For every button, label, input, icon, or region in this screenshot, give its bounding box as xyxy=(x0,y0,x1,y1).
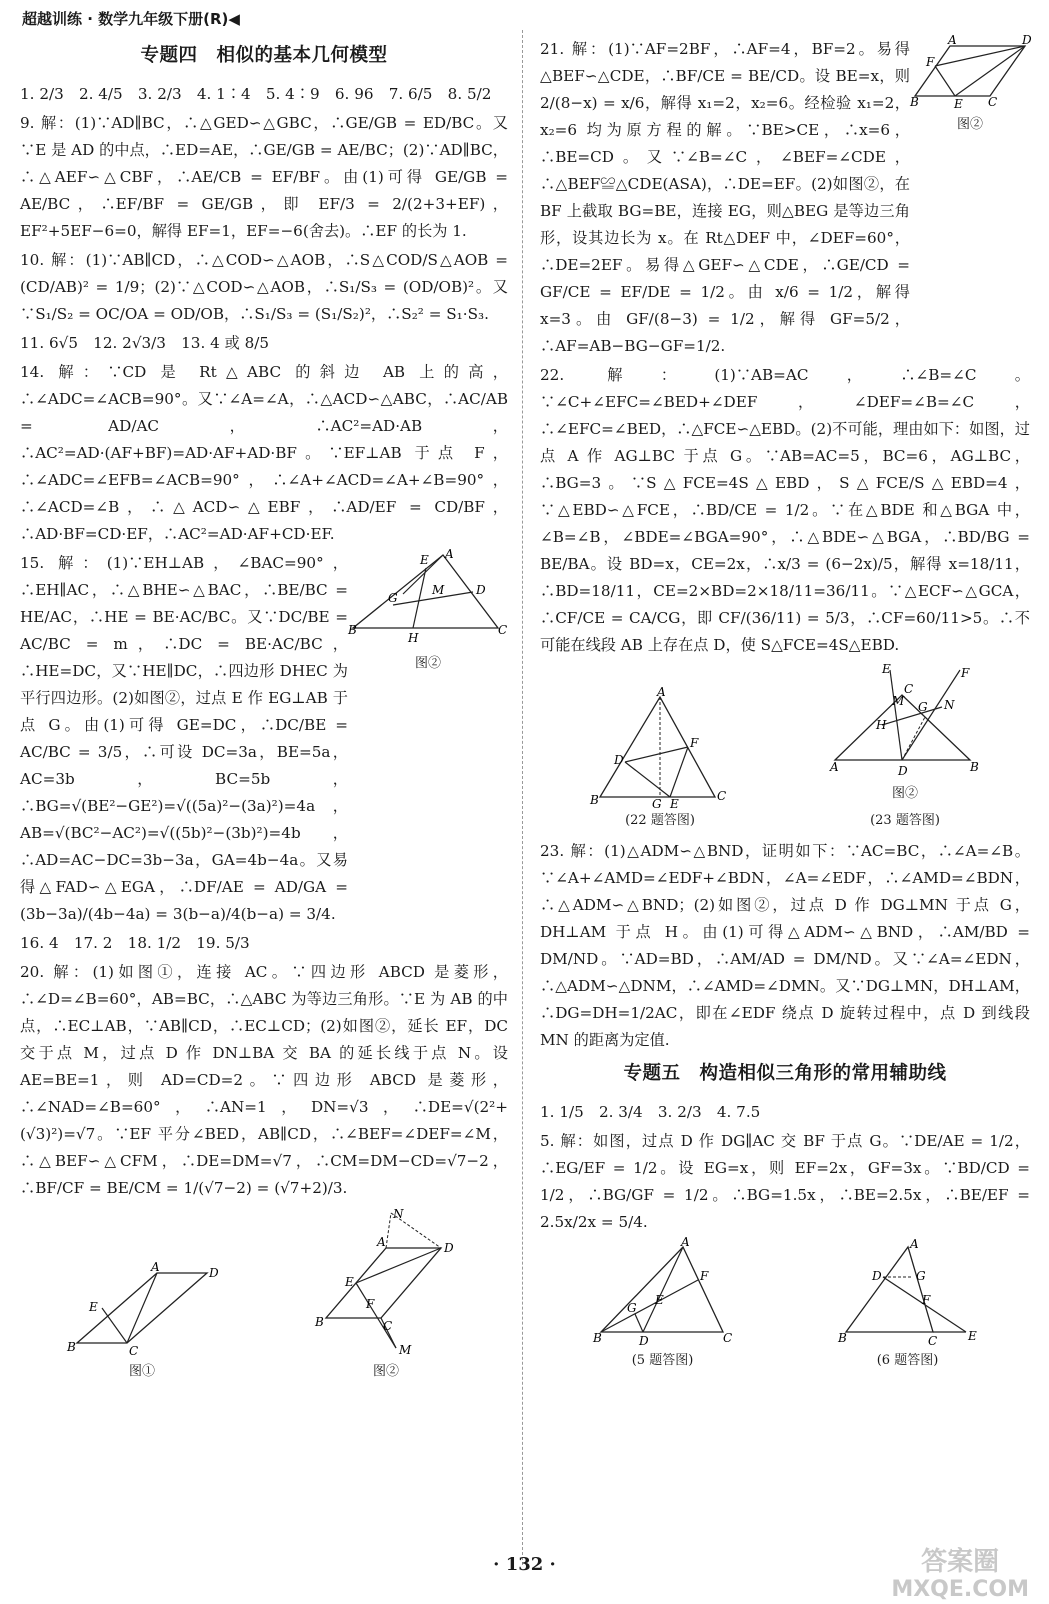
svg-text:D: D xyxy=(638,1334,649,1348)
svg-text:F: F xyxy=(961,666,970,680)
svg-text:N: N xyxy=(944,698,955,712)
figure-15 xyxy=(348,547,508,677)
svg-text:F: F xyxy=(366,1297,375,1311)
svg-text:B: B xyxy=(592,1331,602,1345)
figure-22-caption: (22 题答图) xyxy=(625,813,695,828)
figure-5-diagram xyxy=(592,1235,733,1348)
svg-text:G: G xyxy=(388,591,398,605)
watermark-site: MXQE.COM xyxy=(891,1577,1029,1602)
svg-text:H: H xyxy=(876,718,887,732)
section-title-5: 专题五 构造相似三角形的常用辅助线 xyxy=(623,1063,947,1084)
figure-20-1 xyxy=(67,1260,219,1385)
svg-text:A: A xyxy=(377,1235,386,1249)
svg-text:D: D xyxy=(476,583,486,597)
svg-text:B: B xyxy=(67,1340,76,1354)
svg-text:E: E xyxy=(882,662,891,676)
figure-22 xyxy=(590,685,730,834)
figure-23 xyxy=(830,662,980,834)
solution-20: 20. 解：(1)如图①，连接 AC。∵四边形 ABCD 是菱形，∴∠D=∠B=60°，AB=BC，∴△ABC 为等边三角形。∵E 为 AB 的中点，∴EC⊥AB，∵AB∥CD，∴EC⊥CD；(2)如图②，延长 EF，DC 交于点 M，过点 D 作 DN⊥BA 交 BA 的延长线于点 N。设 AE=BE=1，则 AD=CD=2。∵四边形 ABCD 是菱形，∴∠NAD=∠B=60°，∴AN=1，DN=√3，∴DE=√(2²+(√3)²)=√7。∵EF 平分∠BED，AB∥CD，∴∠BEF=∠DEF=∠M，∴△BEF∽△CFM，∴DE=DM=√7，∴CM=DM−CD=√7−2，∴BF/CF = BE/CM = 1/(√7−2) = (√7+2)/3. xyxy=(20,963,508,1197)
answers-1-4: 1. 1/5 2. 3/4 3. 2/3 4. 7.5 xyxy=(540,1103,761,1121)
solution-23: 23. 解：(1)△ADM∽△BND，证明如下：∵AC=BC，∴∠A=∠B。∵∠A+∠AMD=∠EDF+∠BDN，∠A=∠EDF，∴∠AMD=∠BDN，∴△ADM∽△BND；(2)如图②，过点 D 作 DG⊥MN 于点 G，DH⊥AM 于点 H。由(1)可得△ADM∽△BND，∴AM/BD = DM/ND。∵AD=BD，∴AM/AD = DM/ND。又∵∠A=∠EDN，∴△ADM∽△DNM，∴∠AMD=∠DMN。又∵DG⊥MN，DH⊥AM，∴DG=DH=1/2AC，即在∠EDF 绕点 D 旋转过程中，点 D 到线段 MN 的距离为定值. xyxy=(540,842,1030,1049)
solution-14: 14. 解：∵CD 是 Rt△ABC 的斜边 AB 上的高，∴∠ADC=∠ACB=90°。又∵∠A=∠A，∴△ACD∽△ABC，∴AC/AB = AD/AC，∴AC²=AD·AB，∴AC²=AD·(AF+BF)=AD·AF+AD·BF。∵EF⊥AB 于点 F，∴∠ADC=∠EFB=∠ACB=90°，∴∠A+∠ACD=∠A+∠B=90°，∴∠ACD=∠B，∴△ACD∽△EBF，∴AD/EF = CD/BF，∴AD·BF=CD·EF，∴AC²=AD·AF+CD·EF. xyxy=(20,363,508,543)
answers-1-8: 1. 2/3 2. 4/5 3. 2/3 4. 1∶4 5. 4∶9 6. 96 7. 6/5 8. 5/2 xyxy=(20,85,492,103)
svg-text:M: M xyxy=(892,694,905,708)
figure-22-diagram xyxy=(590,685,730,811)
section-title-4: 专题四 相似的基本几何模型 xyxy=(140,45,388,66)
figure-21-diagram xyxy=(910,33,1032,111)
svg-text:B: B xyxy=(315,1315,324,1329)
svg-text:G: G xyxy=(915,1269,926,1283)
svg-text:B: B xyxy=(910,95,919,109)
svg-text:A: A xyxy=(151,1260,160,1274)
solution-10: 10. 解：(1)∵AB∥CD，∴△COD∽△AOB，∴S△COD/S△AOB = (CD/AB)² = 1/9；(2)∵△COD∽△AOB，∴S₁/S₃ = (OD/OB)²。又∵S₁/S₂ = OC/OA = OD/OB，∴S₁/S₃ = (S₁/S₂)²，∴S₂² = S₁·S₃. xyxy=(20,251,508,323)
solution-22: 22. 解：(1)∵AB=AC，∴∠B=∠C。∵∠C+∠EFC=∠BED+∠DEF，∠DEF=∠B=∠C，∴∠EFC=∠BED，∴△FCE∽△EBD。(2)不可能，理由如下：如图，过点 A 作 AG⊥BC 于点 G。∵AB=AC=5，BC=6，AG⊥BC，∴BG=3。∵S△FCE=4S△EBD，S△FCE/S△EBD=4，∵△EBD∽△FCE，∴BD/CE = 1/2。∵在△BDE 和△BGA 中，∠B=∠B，∠BDE=∠BGA=90°，∴△BDE∽△BGA，∴BD/BG = BE/BA。设 BD=x，CE=2x，∴x/3 = (6−2x)/5，解得 x=18/11，∴BD=18/11，CE=2×BD=2×18/11=36/11。∵△ECF∽△GCA，∴CF/CE = CA/CG，即 CF/(36/11) = 5/3，∴CF=60/11>5。∴不可能在线段 AB 上存在点 D，使 S△FCE=4S△EBD. xyxy=(540,366,1030,654)
svg-text:A: A xyxy=(948,33,957,47)
svg-text:D: D xyxy=(898,764,908,778)
figure-5 xyxy=(592,1235,733,1374)
page-number: · 132 · xyxy=(493,1554,556,1575)
figure-6-diagram xyxy=(837,1237,978,1348)
solution-9: 9. 解：(1)∵AD∥BC，∴△GED∽△GBC，∴GE/GB = ED/BC。又∵E 是 AD 的中点，∴ED=AE，∴GE/GB = AE/BC；(2)∵AD∥BC，∴△AEF∽△CBF，∴AE/CB = EF/BF。由(1)可得 GE/GB = AE/BC，∴EF/BF = GE/GB，即 EF/3 = 2/(2+3+EF)，EF²+5EF−6=0，解得 EF=1，EF=−6(舍去)。∴EF 的长为 1. xyxy=(20,114,508,240)
figure-20-1-caption: 图① xyxy=(128,1364,155,1379)
svg-text:A: A xyxy=(657,685,666,699)
solution-21: 21. 解：(1)∵AF=2BF，∴AF=4，BF=2。易得△BEF∽△CDE，∴BF/CE = BE/CD。设 BE=x，则 2/(8−x) = x/6，解得 x₁=2，x₂=6。经检验 x₁=2，x₂=6 均为原方程的解。∵BE>CE，∴x=6，∴BE=CD。又∵∠B=∠C，∠BEF=∠CDE，∴△BEF≌△CDE(ASA)，∴DE=EF。(2)如图②，在 BF 上截取 BG=BE，连接 EG，则△BEG 是等边三角形，设其边长为 x。在 Rt△DEF 中，∠DEF=60°，∴DE=2EF。易得△GEF∽△CDE，∴GE/CD = GF/CE = EF/DE = 1/2。由 x/6 = 1/2，解得 x=3。由 GF/(8−3) = 1/2，解得 GF=5/2，∴AF=AB−BG−GF=1/2. xyxy=(540,40,910,355)
svg-text:F: F xyxy=(699,1269,708,1283)
figures-20 xyxy=(20,1208,508,1385)
svg-text:C: C xyxy=(722,1331,732,1345)
svg-text:E: E xyxy=(345,1275,354,1289)
svg-text:B: B xyxy=(348,623,357,637)
svg-text:C: C xyxy=(717,789,727,803)
answers-11-13: 11. 6√5 12. 2√3/3 13. 4 或 8/5 xyxy=(20,334,270,352)
svg-text:G: G xyxy=(652,797,662,811)
svg-text:B: B xyxy=(590,793,599,807)
svg-text:M: M xyxy=(432,583,445,597)
figure-20-2-diagram xyxy=(311,1208,461,1358)
svg-text:D: D xyxy=(871,1269,882,1283)
svg-text:E: E xyxy=(89,1300,98,1314)
svg-text:E: E xyxy=(654,1293,664,1307)
svg-text:C: C xyxy=(383,1319,393,1333)
svg-text:A: A xyxy=(830,760,839,774)
svg-text:E: E xyxy=(967,1329,977,1343)
solution-21-block xyxy=(540,33,1032,362)
solution-15: 15. 解：(1)∵EH⊥AB，∠BAC=90°，∴EH∥AC，∴△BHE∽△BAC，∴BE/BC = HE/AC，∴HE = BE·AC/BC。又∵DC/BE = AC/BC = m，∴DC = BE·AC/BC，∴HE=DC，又∵HE∥DC，∴四边形 DHEC 为平行四边形。(2)如图②，过点 E 作 EG⊥AB 于点 G。由(1)可得 GE=DC，∴DC/BE = AC/BC = 3/5，∴可设 DC=3a，BE=5a，AC=3b，BC=5b，∴BG=√(BE²−GE²)=√((5a)²−(3a)²)=4a，AB=√(BC²−AC²)=√((5b)²−(3b)²)=4b，∴AD=AC−DC=3b−3a，GA=4b−4a。又易得△FAD∽△EGA，∴DF/AE = AD/GA = (3b−3a)/(4b−4a) = 3(b−a)/4(b−a) = 3/4. xyxy=(20,554,348,923)
svg-text:D: D xyxy=(1022,33,1032,47)
svg-text:M: M xyxy=(399,1343,412,1357)
figure-21 xyxy=(910,33,1032,138)
svg-text:F: F xyxy=(690,736,699,750)
figure-20-2 xyxy=(311,1208,461,1385)
figures-22-23 xyxy=(540,662,1030,834)
figure-6 xyxy=(837,1237,978,1374)
svg-text:F: F xyxy=(926,55,935,69)
column-divider xyxy=(522,30,523,1565)
figure-6-caption: (6 题答图) xyxy=(876,1353,939,1368)
svg-text:C: C xyxy=(904,682,914,696)
figure-23-caption: 图② xyxy=(891,786,918,801)
solution-5: 5. 解：如图，过点 D 作 DG∥AC 交 BF 于点 G。∵DE/AE = 1/2，∴EG/EF = 1/2。设 EG=x，则 EF=2x，GF=3x。∵BD/CD = 1/2，∴BG/GF = 1/2。∴BG=1.5x，∴BE=2.5x，∴BE/EF = 2.5x/2x = 5/4. xyxy=(540,1132,1030,1231)
svg-text:A: A xyxy=(445,547,454,561)
right-column xyxy=(540,33,1032,1378)
figure-15-diagram xyxy=(348,547,508,650)
svg-text:N: N xyxy=(393,1207,404,1221)
figure-21-caption: 图② xyxy=(956,117,983,132)
svg-text:C: C xyxy=(498,623,508,637)
svg-text:C: C xyxy=(129,1344,139,1358)
svg-text:A: A xyxy=(680,1235,690,1249)
figure-20-1-diagram xyxy=(67,1260,219,1358)
svg-text:C: C xyxy=(988,95,998,109)
watermark xyxy=(891,1548,1029,1604)
left-column xyxy=(20,36,508,1389)
figure-20-2-caption: 图② xyxy=(372,1364,399,1379)
figure-5-caption: (5 题答图) xyxy=(631,1353,694,1368)
watermark-main: 答案圈 xyxy=(921,1547,1000,1577)
svg-text:D: D xyxy=(444,1241,454,1255)
page-header: 超越训练 · 数学九年级下册(R)◀ xyxy=(22,10,240,28)
svg-text:D: D xyxy=(614,753,624,767)
figure-23-diagram xyxy=(830,662,980,780)
solution-15-block xyxy=(20,547,508,930)
figures-5-6 xyxy=(540,1235,1030,1374)
svg-text:H: H xyxy=(408,631,419,645)
svg-text:E: E xyxy=(954,97,963,111)
svg-text:B: B xyxy=(970,760,979,774)
svg-text:A: A xyxy=(909,1237,919,1251)
svg-text:E: E xyxy=(420,553,429,567)
figure-15-caption: 图② xyxy=(414,656,441,671)
svg-text:G: G xyxy=(626,1301,637,1315)
answers-16-19: 16. 4 17. 2 18. 1/2 19. 5/3 xyxy=(20,934,250,952)
svg-text:G: G xyxy=(918,700,928,714)
svg-text:F: F xyxy=(921,1293,930,1307)
svg-text:B: B xyxy=(837,1331,847,1345)
svg-text:E: E xyxy=(670,797,679,811)
svg-text:D: D xyxy=(209,1266,219,1280)
svg-text:C: C xyxy=(927,1334,937,1348)
figure-23-subcaption: (23 题答图) xyxy=(870,813,940,828)
